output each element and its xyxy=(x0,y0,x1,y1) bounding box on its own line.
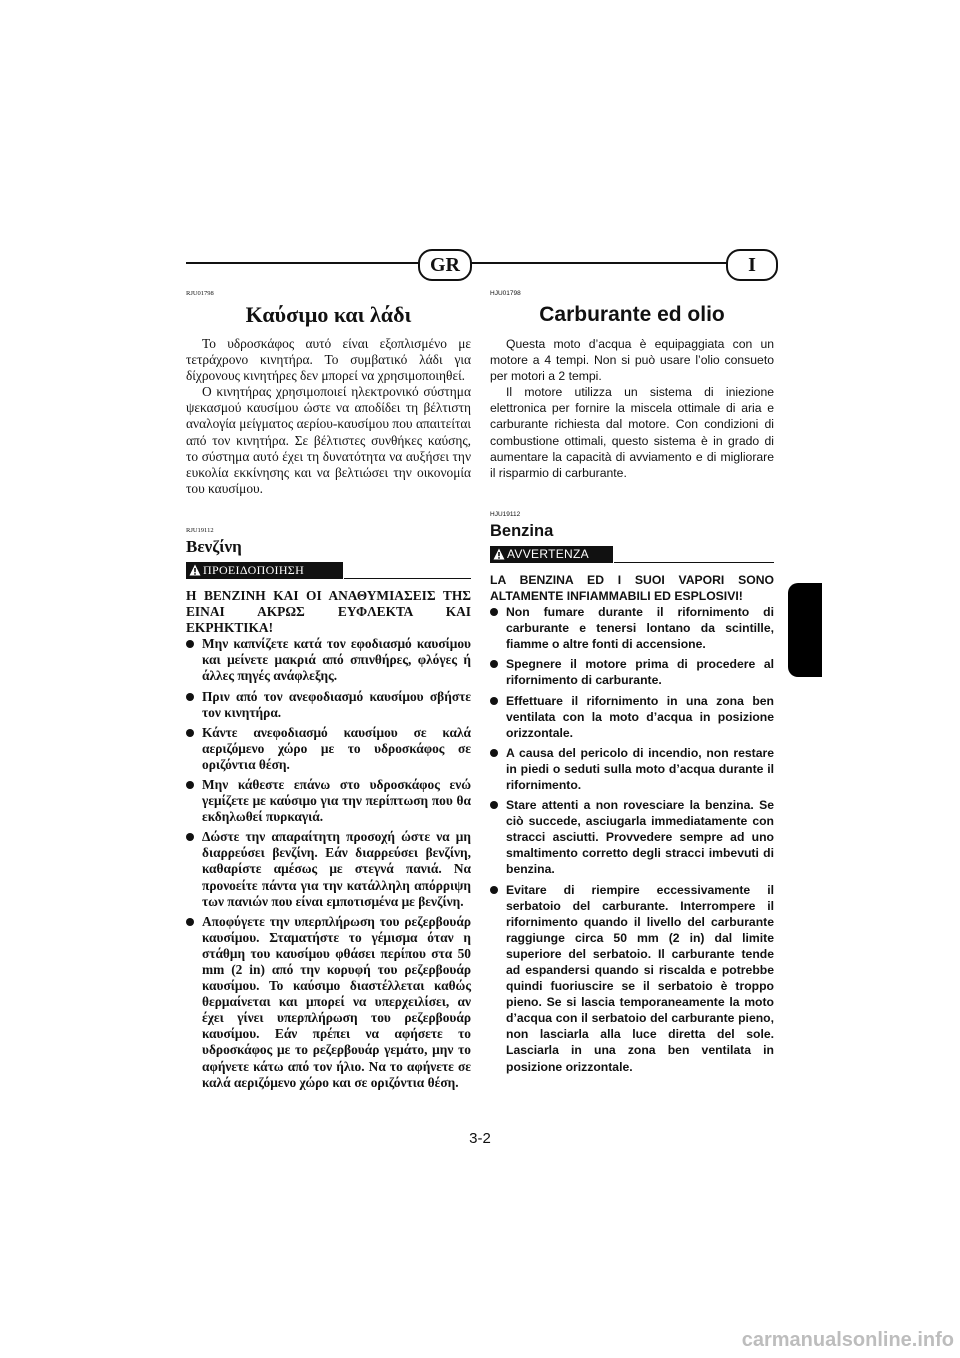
list-item: Πριν από τον ανεφοδιασμό καυσίμου σβήστε τον κινητήρα. xyxy=(186,689,471,721)
section-subtitle: Benzina xyxy=(490,521,554,540)
warning-label: ΠΡΟΕΙΔΟΠΟΙΗΣΗ xyxy=(203,563,305,578)
body-paragraph: Το υδροσκάφος αυτό είναι εξοπλισμένο με τετράχρονο κινητήρα. Το συμβατικό λάδι για δίχρονους κινητήρες δεν μπορεί να χρησιμοποιηθεί. xyxy=(186,336,471,384)
warning-badge xyxy=(186,562,343,579)
italian-column xyxy=(490,290,774,1079)
list-item: Μην κάθεστε επάνω στο υδροσκάφος ενώ γεμίζετε με καύσιμο για την περίπτωση που θα εκδηλωθεί πυρκαγιά. xyxy=(186,777,471,825)
chapter-side-tab xyxy=(788,583,822,677)
warning-intro: Η ΒΕΝΖΙΝΗ ΚΑΙ ΟΙ ΑΝΑΘΥΜΙΑΣΕΙΣ ΤΗΣ ΕΙΝΑΙ ΑΚΡΩΣ ΕΥΦΛΕΚΤΑ ΚΑΙ ΕΚΡΗΚΤΙΚΑ! xyxy=(186,587,471,636)
warning-triangle-icon xyxy=(189,564,201,576)
warning-badge xyxy=(490,546,613,563)
section-title: Καύσιμο και λάδι xyxy=(245,302,412,327)
bullet-icon xyxy=(186,781,194,789)
body-paragraph: Ο κινητήρας χρησιμοποιεί ηλεκτρονικό σύστημα ψεκασμού καυσίμου ώστε να αποδίδει τη βέλτιστη αναλογία μείγματος αερίου-καυσίμου που απαιτείται από τον κινητήρα. Σε βέλτιστες συνθήκες καύσης, το σύστημα αυτό έχει τη δυνατότητα να αυξήσει την ευκολία εκκίνησης και να βελτιώσει την οικονομία του καυσίμου. xyxy=(186,384,471,496)
list-item: Effettuare il rifornimento in una zona ben ventilata con la moto d’acqua in posizione orizzontale. xyxy=(490,693,774,741)
section-code: RJU01798 xyxy=(186,290,214,297)
section-code: HJU19112 xyxy=(490,510,521,518)
bullet-icon xyxy=(186,693,194,701)
list-item: Non fumare durante il rifornimento di carburante e tenersi lontano da scintille, fiamme o altre fonti di accensione. xyxy=(490,604,774,652)
greek-column xyxy=(186,290,471,1095)
warning-triangle-icon xyxy=(493,548,505,560)
list-item: Αποφύγετε την υπερπλήρωση του ρεζερβουάρ καυσίμου. Σταματήστε το γέμισμα όταν η στάθμη του καυσίμου φθάσει περίπου στα 50 mm (2 in) από την κορυφή του ρεζερβουάρ καυσίμου. Το καύσιμο διαστέλλεται καθώς θερμαίνεται και μπορεί να υπερχειλίσει, αν έχει γίνει υπερπλήρωση του ρεζερβουάρ καυσίμου. Εάν πρέπει να αφήσετε το υδροσκάφος με το ρεζερβουάρ γεμάτο, μην το αφήνετε κάτω από τον ήλιο. Να το αφήνετε σε καλά αεριζόμενο χώρο και σε οριζόντια θέση. xyxy=(186,914,471,1091)
warning-label: AVVERTENZA xyxy=(507,547,589,562)
warning-body xyxy=(490,572,774,1075)
section-code: HJU01798 xyxy=(490,290,521,297)
bullet-icon xyxy=(186,640,194,648)
list-item: Evitare di riempire eccessivamente il serbatoio del carburante. Interrompere il rifornimento quando il livello del carburante raggiunge circa 50 mm (2 in) dal limite superiore del serbatoio. Il carburante tende ad espandersi quando si riscalda e potrebbe quindi fuoriuscire se il serbatoio è troppo pieno. Se si lascia temporaneamente la moto d’acqua con il serbatoio del carburante pieno, non lasciarla alla luce diretta del sole. Lasciarla in una zona ben ventilata in posizione orizzontale. xyxy=(490,882,774,1075)
section-subtitle: Βενζίνη xyxy=(186,536,242,556)
list-item: A causa del pericolo di incendio, non restare in piedi o seduti sulla moto d’acqua durante il rifornimento. xyxy=(490,745,774,793)
section-code: RJU19112 xyxy=(186,526,214,534)
page-number: 3-2 xyxy=(469,1130,491,1147)
warning-rule xyxy=(344,578,471,579)
warning-header xyxy=(186,562,471,582)
warning-list xyxy=(186,636,471,1091)
language-badge-greek: GR xyxy=(418,249,472,281)
bullet-icon xyxy=(186,918,194,926)
section-title: Carburante ed olio xyxy=(539,303,725,326)
warning-intro: LA BENZINA ED I SUOI VAPORI SONO ALTAMENTE INFIAMMABILI ED ESPLOSIVI! xyxy=(490,572,774,603)
bullet-icon xyxy=(490,608,498,616)
list-item: Δώστε την απαραίτητη προσοχή ώστε να μη διαρρεύσει βενζίνη. Εάν διαρρεύσει βενζίνη, καθαρίστε αμέσως με στεγνά πανιά. Να προνοείτε πάντα για την κατάλληλη απόρριψη των πανιών που είναι εμποτισμένα με βενζίνη. xyxy=(186,829,471,909)
warning-body xyxy=(186,588,471,1091)
watermark: carmanualsonline.info xyxy=(741,1329,954,1351)
list-item: Κάντε ανεφοδιασμό καυσίμου σε καλά αεριζόμενο χώρο με το υδροσκάφος σε οριζόντια θέση. xyxy=(186,725,471,773)
bullet-icon xyxy=(186,833,194,841)
bullet-icon xyxy=(490,801,498,809)
body-paragraph: Il motore utilizza un sistema di iniezione elettronica per fornire la miscela ottimale di aria e carburante richiesta dal motore. Con condizioni di combustione ottimali, questo sistema è in grado di aumentare la capacità di avviamento e di migliorare il risparmio di carburante. xyxy=(490,385,774,480)
warning-list xyxy=(490,604,774,1075)
bullet-icon xyxy=(490,749,498,757)
list-item: Stare attenti a non rovesciare la benzina. Se ciò succede, asciugarla immediatamente con stracci asciutti. Provvedere sempre ad uno smaltimento corretto degli stracci imbevuti di benzina. xyxy=(490,797,774,877)
bullet-icon xyxy=(490,660,498,668)
warning-header xyxy=(490,546,774,566)
language-badge-italian: I xyxy=(726,249,778,281)
body-paragraph: Questa moto d’acqua è equipaggiata con un motore a 4 tempi. Non si può usare l’olio consueto per motori a 2 tempi. xyxy=(490,337,774,384)
bullet-icon xyxy=(186,729,194,737)
list-item: Spegnere il motore prima di procedere al rifornimento di carburante. xyxy=(490,656,774,688)
list-item: Μην καπνίζετε κατά τον εφοδιασμό καυσίμου και μείνετε μακριά από σπινθήρες, φλόγες ή άλλες πηγές ανάφλεξης. xyxy=(186,636,471,684)
bullet-icon xyxy=(490,697,498,705)
bullet-icon xyxy=(490,886,498,894)
header-rule xyxy=(186,262,774,264)
warning-rule xyxy=(614,562,774,563)
